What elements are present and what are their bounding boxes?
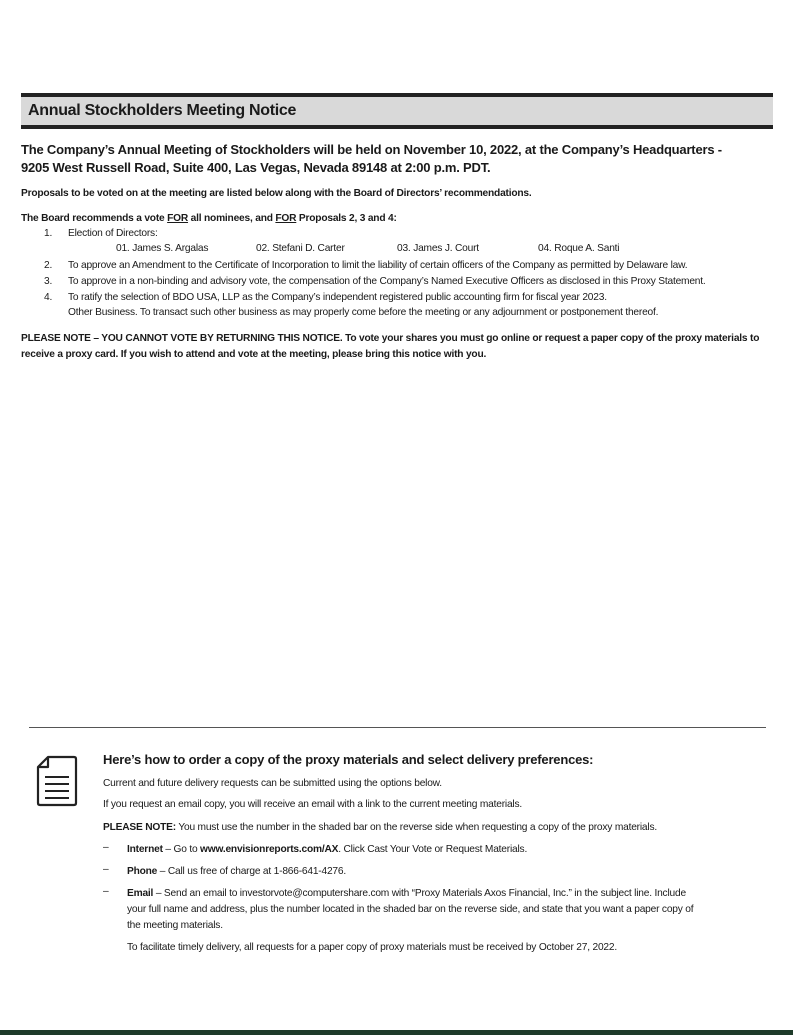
email-label: Email [127,888,154,899]
recommend-part-1: The Board recommends a vote [21,213,168,224]
phone-text: – Call us free of charge at 1-866-641-4276. [157,866,346,877]
recommend-part-3: Proposals 2, 3 and 4: [296,213,397,224]
email-line-1: – Send an email to investorvote@computershare.com with “Proxy Materials Axos Financial, Inc.” in the subject line. Include [153,888,686,899]
nominee-3: 03. James J. Court [397,243,479,254]
recommend-part-2: all nominees, and [188,213,276,224]
section-title: Annual Stockholders Meeting Notice [28,102,297,119]
proposal-text: To ratify the selection of BDO USA, LLP as the Company’s independent registered public accounting firm for fiscal year 2023. [68,292,607,303]
internet-label: Internet [127,844,163,855]
proposals-intro: Proposals to be voted on at the meeting are listed below along with the Board of Directors’ recommendations. [21,188,532,199]
order-materials-title: Here’s how to order a copy of the proxy materials and select delivery preferences: [103,752,594,767]
recommend-for-1: FOR [167,213,189,224]
please-note-line-2: receive a proxy card. If you wish to attend and vote at the meeting, please bring this notice with you. [21,349,487,360]
nominee-2: 02. Stefani D. Carter [256,243,345,254]
internet-pre: – Go to [162,844,201,855]
please-note-line-1: PLEASE NOTE – YOU CANNOT VOTE BY RETURNING THIS NOTICE. To vote your shares you must go online or request a paper copy of the proxy materials to [21,333,760,344]
order-note-label: PLEASE NOTE: [103,822,176,833]
order-note [103,820,657,836]
proposal-text: To approve an Amendment to the Certificate of Incorporation to limit the liability of certain officers of the Company as permitted by Delaware law. [68,260,688,271]
document-icon [36,755,78,807]
section-divider [29,727,766,728]
bullet-dash: – [103,842,109,853]
proposal-number: 1. [44,228,53,239]
phone-option [127,864,346,880]
bottom-color-strip [0,1030,793,1035]
meeting-announcement [21,141,771,177]
delivery-info: Current and future delivery requests can be submitted using the options below. [103,778,442,789]
nominee-1: 01. James S. Argalas [116,243,209,254]
email-line-3: the meeting materials. [127,920,223,931]
email-line-2: your full name and address, plus the number located in the shaded bar on the reverse side, and state that you want a paper copy of [127,904,694,915]
announcement-line-2: 9205 West Russell Road, Suite 400, Las Vegas, Nevada 89148 at 2:00 p.m. PDT. [21,160,491,175]
email-option [127,886,693,934]
please-note-warning [21,331,773,363]
proposal-text: To approve in a non-binding and advisory vote, the compensation of the Company’s Named Executive Officers as disclosed in this Proxy Statement. [68,276,706,287]
proposal-number: 2. [44,260,53,271]
email-copy-info: If you request an email copy, you will receive an email with a link to the current meeting materials. [103,799,523,810]
bullet-dash: – [103,886,109,897]
proposal-text: Election of Directors: [68,228,158,239]
proposal-number: 3. [44,276,53,287]
announcement-line-1: The Company’s Annual Meeting of Stockholders will be held on November 10, 2022, at the Company’s Headquarters - [21,142,722,157]
internet-url-link[interactable]: www.envisionreports.com/AX [200,844,339,855]
proposal-number: 4. [44,292,53,303]
order-note-text: You must use the number in the shaded bar on the reverse side when requesting a copy of the proxy materials. [175,822,657,833]
bullet-dash: – [103,864,109,875]
other-business: Other Business. To transact such other business as may properly come before the meeting or any adjournment or postponement thereof. [68,307,659,318]
internet-post: . Click Cast Your Vote or Request Materials. [338,844,528,855]
section-header-bar [21,93,773,129]
internet-option [127,842,527,858]
request-deadline: To facilitate timely delivery, all requests for a paper copy of proxy materials must be received by October 27, 2022. [127,942,617,953]
recommend-for-2: FOR [275,213,297,224]
nominee-4: 04. Roque A. Santi [538,243,620,254]
phone-label: Phone [127,866,158,877]
board-recommendation [21,212,397,225]
